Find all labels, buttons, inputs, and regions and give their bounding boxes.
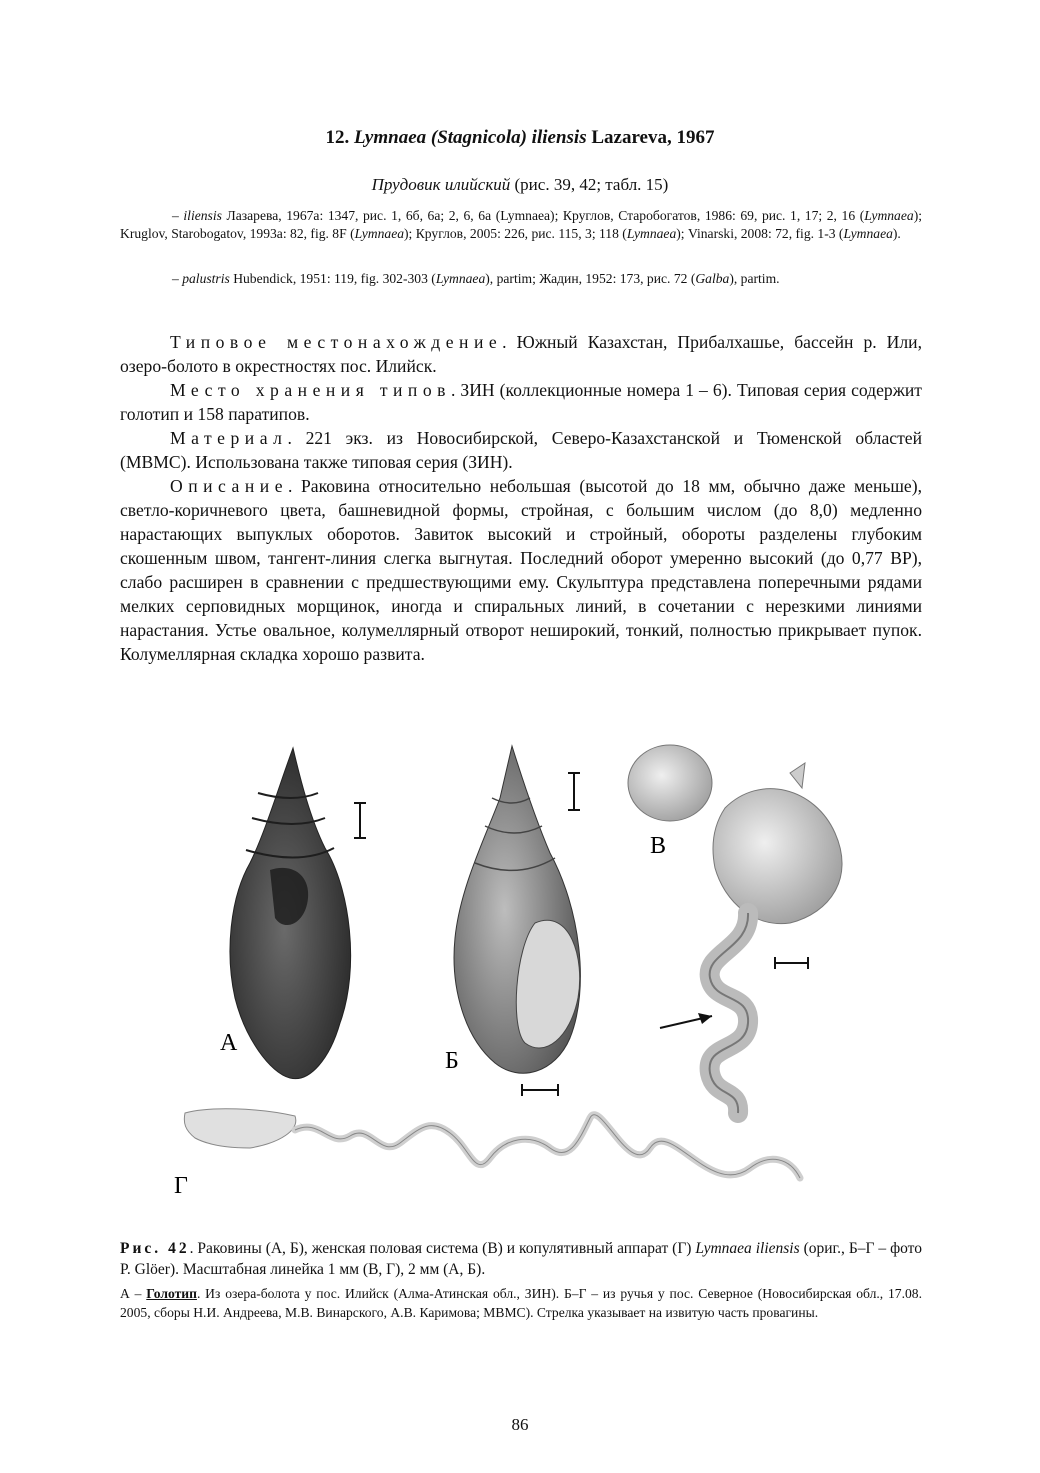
figure-caption-details: А – Голотип. Из озера-болота у пос. Илийск (Алма-Атинская обл., ЗИН). Б–Г – из ручья у пос. Северное (Новосибирская обл., 17.08. 2005, сборы Н.И. Андреева, М.В. Винарского, А.В. Каримова; МВМС). Стрелка указывает на извитую часть провагины. — [120, 1286, 922, 1320]
vernacular-name: Прудовик илийский (рис. 39, 42; табл. 15) — [371, 175, 669, 194]
synonymy-entry-2: – palustris Hubendick, 1951: 119, fig. 302-303 (Lymnaea), partim; Жадин, 1952: 173, рис. 72 (Galba), partim. — [172, 271, 780, 286]
type-locality-paragraph: Типовое местонахождение. Южный Казахстан, Прибалхашье, бассейн р. Или, озеро-болото в окрестностях пос. Илийск. — [120, 332, 922, 376]
figure-caption: Рис. 42. Раковины (А, Б), женская половая система (В) и копулятивный аппарат (Г) Lymnaea iliensis (ориг., Б–Г – фото P. Glöer). Масштабная линейка 1 мм (В, Г), 2 мм (А, Б). — [120, 1240, 923, 1278]
shell-a-photo — [230, 748, 351, 1079]
female-reproductive-system-photo — [628, 745, 842, 1113]
species-description — [120, 330, 922, 666]
copulatory-apparatus-photo — [184, 1109, 800, 1178]
figure-label-a: А — [220, 1030, 238, 1056]
figure-label-g: Г — [174, 1173, 188, 1199]
scale-bar-b-top — [568, 773, 580, 810]
material-paragraph: Материал. 221 экз. из Новосибирской, Северо-Казахстанской и Тюменской областей (МВМС). Использована также типовая серия (ЗИН). — [120, 428, 922, 472]
scale-bar-v — [775, 957, 808, 969]
figure-label-v: В — [650, 833, 667, 859]
species-title: 12. Lymnaea (Stagnicola) iliensis Lazareva, 1967 — [325, 127, 715, 148]
synonymy-entry-1: – iliensis Лазарева, 1967а: 1347, рис. 1, 6б, 6а; 2, 6, 6а (Lymnaea); Круглов, Старобогатов, 1986: 69, рис. 1, 17; 2, 16 (Lymnaea); Kruglov, Starobogatov, 1993a: 82, fig. 8F (Lymnaea); Круглов, 2005: 226, рис. 115, 3; 118 (Lymnaea); Vinarski, 2008: 72, fig. 1-3 (Lymnaea). — [120, 208, 922, 241]
scale-bar-a — [354, 803, 366, 838]
figure-illustration — [150, 738, 910, 1208]
page-number: 86 — [511, 1415, 529, 1434]
type-repository-paragraph: Место хранения типов. ЗИН (коллекционные номера 1 – 6). Типовая серия содержит голотип и 158 паратипов. — [120, 380, 922, 424]
description-paragraph: Описание. Раковина относительно небольшая (высотой до 18 мм, обычно даже меньше), светло-коричневого цвета, башневидной формы, стройная, с большим числом (до 8,0) медленно нарастающих выпуклых оборотов. Завиток высокий и стройный, обороты разделены глубоким скошенным швом, тангент-линия слегка выгнутая. Последний оборот умеренно высокий (до 0,77 ВР), слабо расширен в сравнении с предшествующими ему. Скульптура представлена поперечными рядами мелких серповидных морщинок, иногда и спиральных линий, в сочетании с нерезкими линиями нарастания. Устье овальное, колумеллярный отворот неширокий, тонкий, полностью прикрывает пупок. Колумеллярная складка хорошо развита. — [120, 476, 922, 664]
scale-bar-b-bottom — [522, 1084, 558, 1096]
figure-label-b: Б — [445, 1048, 459, 1074]
shell-b-photo — [454, 746, 580, 1073]
figure-42 — [150, 738, 910, 1208]
